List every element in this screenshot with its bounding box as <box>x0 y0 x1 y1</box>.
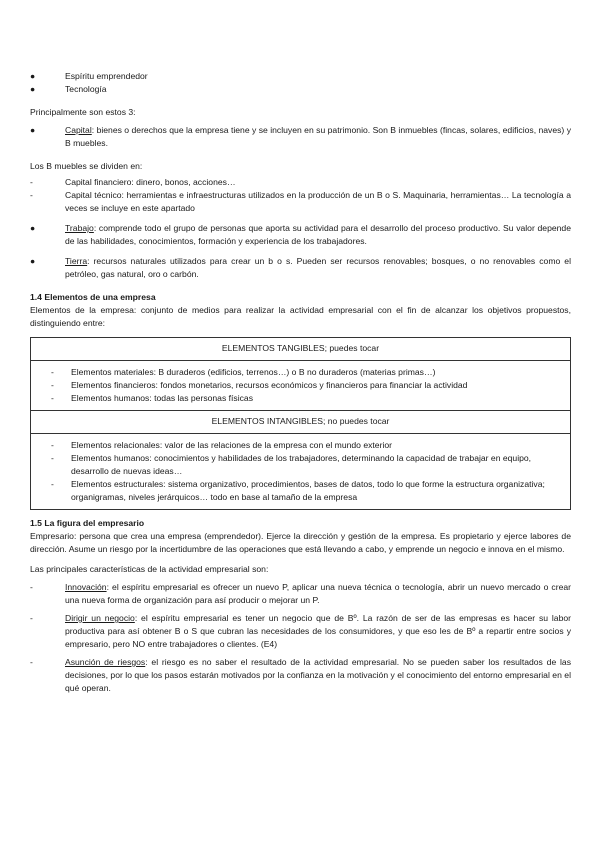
dash-marker: - <box>51 453 54 463</box>
riesgos-text: : el riesgo es no saber el resultado de la actividad empresarial. No se pueden saber los resultados de las decisiones, por lo que los pasos estarán motivados por la confianza en la motivación y el conocimiento del entorno empresarial en el qué operan. <box>65 657 572 693</box>
paragraph: Empresario: persona que crea una empresa (emprendedor). Ejerce la dirección y gestión de la empresa. Es propietario y ejerce labores de dirección. Asume un riesgo por la incertidumbre de las operaciones que está llevando a cabo, y emprende un negocio e innova en el mismo. <box>30 531 571 554</box>
dirigir-label: Dirigir un negocio <box>65 613 135 623</box>
bullet-text: Tecnología <box>65 84 107 94</box>
trabajo-text: : comprende todo el grupo de personas que aporta su actividad para el desarrollo del proceso productivo. Su valor depende de las habilidades, conocimientos, formación y experiencia de los trabajadores. <box>65 223 571 246</box>
bullet-item <box>30 83 571 96</box>
dirigir-text: : el espíritu empresarial es tener un negocio que de Bº. La razón de ser de las empresas es hacer su labor productiva para así obtener B o S que cubran las necesidades de los consumidores, y que eso les de Bº a repartir entre socios y empresario, pero NO entre trabajadores o clientes. (E4) <box>65 613 571 649</box>
table-header-tangibles: ELEMENTOS TANGIBLES; puedes tocar <box>31 338 570 361</box>
list-item <box>51 452 570 478</box>
list-item <box>51 478 570 504</box>
dash-marker: - <box>30 190 33 200</box>
tierra-item <box>30 255 571 281</box>
dash-marker: - <box>51 393 54 403</box>
list-item <box>51 379 570 392</box>
dash-item <box>30 189 571 215</box>
riesgos-label: Asunción de riesgos <box>65 657 146 667</box>
innovacion-text: : el espíritu empresarial es ofrecer un nuevo P, aplicar una nueva técnica o tecnología, abrir un nuevo mercado o crear una nueva forma de organización para así producir o mejorar un P. <box>65 582 571 605</box>
list-item <box>51 439 570 452</box>
tierra-text: : recursos naturales utilizados para crear un b o s. Pueden ser recursos renovables; bosques, o no renovables como el petróleo, gas natural, oro o carbón. <box>65 256 571 279</box>
document-page <box>30 70 571 695</box>
table-header-intangibles: ELEMENTOS INTANGIBLES; no puedes tocar <box>31 410 570 434</box>
innovacion-label: Innovación <box>65 582 107 592</box>
bullet-marker: ● <box>30 71 36 81</box>
bullet-text: Espíritu emprendedor <box>65 71 148 81</box>
capital-text: : bienes o derechos que la empresa tiene y se incluyen en su patrimonio. Son B inmuebles (fincas, solares, edificios, naves) y B muebles. <box>65 125 571 148</box>
dash-marker: - <box>51 479 54 489</box>
characteristic-item <box>30 612 571 651</box>
dash-marker: - <box>30 177 33 187</box>
list-text: Elementos estructurales: sistema organizativo, procedimientos, bases de datos, todo lo que forme la estructura organizativa; organigramas, niveles jerárquicos… todo en base al tamaño de la empresa <box>71 479 545 502</box>
dash-text: Capital técnico: herramientas e infraestructuras utilizados en la producción de un B o S. Maquinaria, herramientas… La tecnología a veces se incluye en este apartado <box>65 190 571 213</box>
paragraph: Elementos de la empresa: conjunto de medios para realizar la actividad empresarial con el fin de alcanzar los objetivos propuestos, distinguiendo entre: <box>30 305 571 328</box>
dash-marker: - <box>30 613 33 623</box>
bullet-item <box>30 70 571 83</box>
tierra-label: Tierra <box>65 256 88 266</box>
dash-text: Capital financiero: dinero, bonos, acciones… <box>65 177 236 187</box>
paragraph: Los B muebles se dividen en: <box>30 161 143 171</box>
dash-marker: - <box>51 440 54 450</box>
table-body-tangibles <box>31 361 570 410</box>
list-text: Elementos humanos: conocimientos y habilidades de los trabajadores, determinando la capacidad de trabajar en equipo, desarrollo de nuevas ideas… <box>71 453 532 476</box>
section-heading: 1.5 La figura del empresario <box>30 518 145 528</box>
elements-table <box>30 337 571 510</box>
list-text: Elementos financieros: fondos monetarios, recursos económicos y financieros para financiar la actividad <box>71 380 468 390</box>
dash-marker: - <box>51 367 54 377</box>
list-item <box>51 366 570 379</box>
bullet-marker: ● <box>30 223 36 233</box>
list-text: Elementos relacionales: valor de las relaciones de la empresa con el mundo exterior <box>71 440 393 450</box>
capital-label: Capital <box>65 125 92 135</box>
paragraph: Principalmente son estos 3: <box>30 107 136 117</box>
characteristic-item <box>30 581 571 607</box>
capital-item <box>30 124 571 150</box>
table-body-intangibles <box>31 434 570 509</box>
list-text: Elementos humanos: todas las personas físicas <box>71 393 253 403</box>
trabajo-label: Trabajo <box>65 223 94 233</box>
trabajo-item <box>30 222 571 248</box>
list-item <box>51 392 570 405</box>
section-heading: 1.4 Elementos de una empresa <box>30 292 156 302</box>
dash-marker: - <box>30 657 33 667</box>
bullet-marker: ● <box>30 256 36 266</box>
paragraph: Las principales características de la actividad empresarial son: <box>30 564 269 574</box>
dash-item <box>30 176 571 189</box>
characteristic-item <box>30 656 571 695</box>
bullet-marker: ● <box>30 125 36 135</box>
dash-marker: - <box>30 582 33 592</box>
list-text: Elementos materiales: B duraderos (edificios, terrenos…) o B no duraderos (materias primas…) <box>71 367 436 377</box>
dash-marker: - <box>51 380 54 390</box>
bullet-marker: ● <box>30 84 36 94</box>
